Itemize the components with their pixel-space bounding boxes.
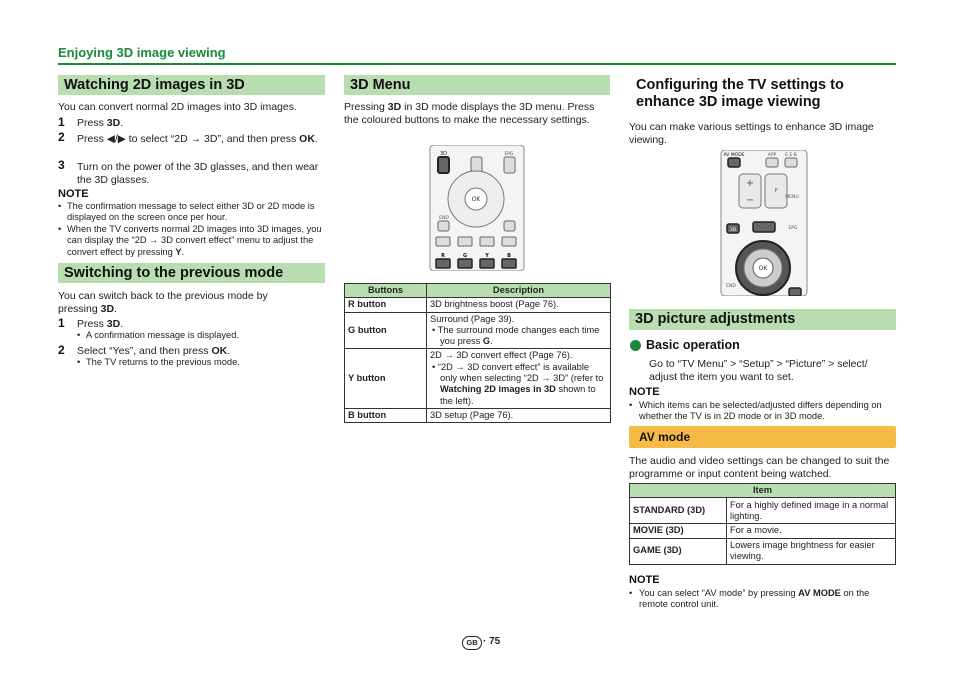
bullet: •: [629, 400, 633, 410]
note-2-text: You can select “AV mode” by pressing AV MODE on the remote control unit.: [639, 588, 870, 610]
remote-end-label: END: [439, 216, 449, 221]
remote-app-label: APP: [767, 153, 777, 158]
intro-watching: You can convert normal 2D images into 3D images.: [58, 101, 297, 113]
table-row: [345, 312, 611, 349]
svg-text:−: −: [745, 195, 755, 206]
remote-3d-label: 3D: [439, 151, 448, 157]
switch-step-2-sub: The TV returns to the previous mode.: [86, 357, 240, 367]
table-row: [630, 498, 896, 524]
title-configuring-tv-settings: Configuring the TV settings to enhance 3D image viewing: [636, 77, 844, 110]
remote-menu-label: MENU: [785, 195, 799, 200]
remote-g-label: G: [462, 253, 468, 259]
region-badge: GB: [462, 636, 482, 650]
remote-avmode-label: AV MODE: [723, 153, 745, 158]
note-label: NOTE: [629, 574, 660, 586]
table-cell-key: GAME (3D): [630, 538, 727, 564]
table-cell-key: R button: [345, 298, 427, 312]
note-1-text: Which items can be selected/adjusted differs depending on whether the TV is in 2D mode or in 3D mode.: [639, 400, 882, 422]
3d-menu-buttons-table: [344, 283, 611, 423]
step-number: 1: [58, 115, 65, 129]
basic-operation-text: Go to “TV Menu” > “Setup” > “Picture” > select/ adjust the item you want to set.: [649, 358, 868, 383]
remote-ok-label: OK: [758, 265, 768, 272]
bullet: •: [629, 588, 633, 598]
step-number: 2: [58, 130, 65, 144]
remote-y-label: Y: [485, 253, 489, 259]
table-header-row: [630, 484, 896, 498]
remote-eeb-label: E·E·B: [785, 153, 797, 158]
header-rule: [58, 63, 896, 65]
remote-p-label: P: [774, 188, 778, 194]
bullet-circle-icon: [630, 340, 641, 351]
remote-control-3d-menu-illustration: [426, 145, 528, 271]
note-2-text: When the TV converts normal 2D images into 3D images, you can display the “2D → 3D convert effect” menu to adjust the convert effect by pressing Y.: [67, 224, 322, 257]
table-header: Description: [427, 284, 611, 298]
table-cell-key: Y button: [345, 349, 427, 408]
remote-epg-label: EPG: [504, 152, 514, 157]
title-switching-previous-mode: Switching to the previous mode: [58, 263, 325, 283]
av-mode-intro: The audio and video settings can be changed to suit the programme or input content being watched.: [629, 455, 890, 480]
intro-3d-menu: Pressing 3D in 3D mode displays the 3D menu. Press the coloured buttons to make the necessary settings.: [344, 101, 595, 126]
table-cell-desc: 3D brightness boost (Page 76).: [427, 298, 611, 312]
remote-r-label: R: [441, 253, 445, 259]
table-header: Item: [630, 484, 896, 498]
title-av-mode: AV mode: [629, 426, 896, 448]
title-watching-2d-in-3d: Watching 2D images in 3D: [58, 75, 325, 95]
page-number: · 75: [483, 636, 501, 647]
table-cell-desc: 2D → 3D convert effect (Page 76). • “2D → 3D convert effect” is available only when selecting “2D → 3D” (refer to Watching 2D images in 3D shown to the left).: [427, 349, 611, 408]
table-row: [630, 524, 896, 538]
step-number: 3: [58, 158, 65, 172]
step-3-text: Turn on the power of the 3D glasses, and then wear the 3D glasses.: [77, 161, 319, 186]
bullet: •: [77, 357, 81, 367]
step-2-text: Press ◀/▶ to select “2D → 3D”, and then press OK.: [77, 133, 318, 145]
switch-step-1-sub: A confirmation message is displayed.: [86, 330, 239, 340]
av-mode-table: [629, 483, 896, 565]
intro-switching: You can switch back to the previous mode by pressing 3D.: [58, 290, 268, 315]
table-cell-desc: Surround (Page 39). • The surround mode changes each time you press G.: [427, 312, 611, 349]
table-row: [630, 538, 896, 564]
table-row: [345, 408, 611, 422]
title-3d-picture-adjustments: 3D picture adjustments: [629, 309, 896, 330]
remote-control-av-mode-illustration: [719, 150, 809, 296]
remote-3d-label: 3D: [729, 228, 737, 233]
switch-step-1-text: Press 3D.: [77, 318, 124, 330]
table-cell-desc: For a highly defined image in a normal lighting.: [727, 498, 896, 524]
step-1-text: Press 3D.: [77, 117, 124, 129]
table-row: [345, 298, 611, 312]
remote-epg-label: EPG: [788, 226, 798, 231]
svg-text:+: +: [745, 178, 755, 189]
table-cell-desc: Lowers image brightness for easier viewing.: [727, 538, 896, 564]
table-row: [345, 349, 611, 408]
step-number: 1: [58, 316, 65, 330]
table-header-row: [345, 284, 611, 298]
table-cell-key: STANDARD (3D): [630, 498, 727, 524]
remote-b-label: B: [507, 253, 511, 259]
intro-configuring: You can make various settings to enhance 3D image viewing.: [629, 121, 874, 146]
table-header: Buttons: [345, 284, 427, 298]
switch-step-2-text: Select “Yes”, and then press OK.: [77, 345, 231, 357]
note-label: NOTE: [629, 386, 660, 398]
table-cell-key: MOVIE (3D): [630, 524, 727, 538]
table-cell-key: B button: [345, 408, 427, 422]
remote-end-label: END: [726, 284, 736, 289]
note-1-text: The confirmation message to select either 3D or 2D mode is displayed on the screen once per hour.: [67, 201, 315, 223]
bullet: •: [77, 330, 81, 340]
title-3d-menu: 3D Menu: [344, 75, 610, 95]
bullet: •: [58, 201, 62, 211]
basic-operation-heading: Basic operation: [646, 338, 740, 352]
section-title: Enjoying 3D image viewing: [58, 45, 226, 60]
remote-ok-label: OK: [471, 196, 481, 203]
step-number: 2: [58, 343, 65, 357]
bullet: •: [58, 224, 62, 234]
table-cell-key: G button: [345, 312, 427, 349]
table-cell-desc: 3D setup (Page 76).: [427, 408, 611, 422]
table-cell-desc: For a movie.: [727, 524, 896, 538]
note-label: NOTE: [58, 188, 89, 200]
